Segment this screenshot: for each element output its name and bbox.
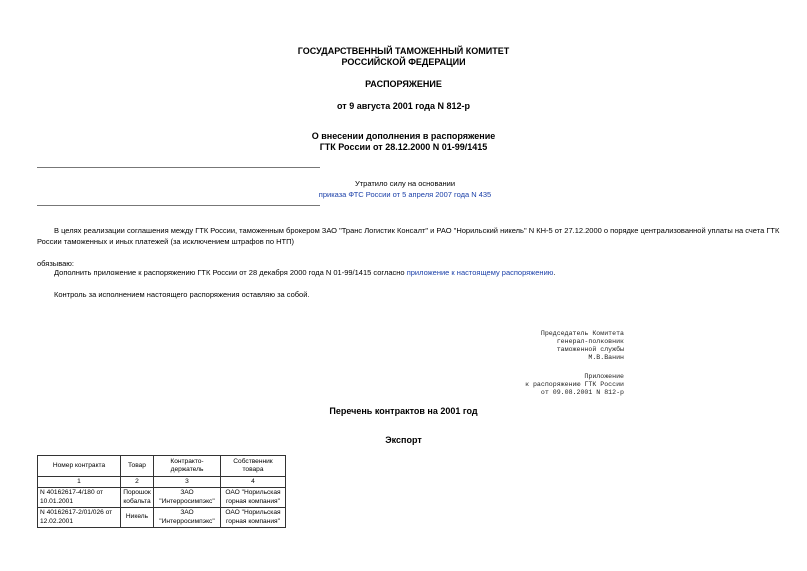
paragraph-1-line2: России таможенных и иных платежей (за исключением штрафов по НТП) [37,237,294,246]
appendix-line2: к распоряжению ГТК России [525,381,624,388]
column-number: 3 [154,477,221,488]
header-contract-number: Номер контракта [38,456,121,477]
paragraph-1-line1: В целях реализации соглашения между ГТК России, таможенным брокером ЗАО "Транс Логистик Консалт" и РАО "Норильский никель" N КН-5 от 27.12.2000 о порядке централизованной уплаты на счета ГТК [54,226,780,235]
table-row [38,488,286,508]
cell-goods: Никель [121,508,154,528]
signature-line3: таможенной службы [556,346,624,353]
paragraph-2 [54,268,556,279]
list-title: Перечень контрактов на 2001 год [329,406,478,416]
obligate-word: обязываю: [37,259,74,268]
paragraph-2-end: . [553,268,556,277]
paragraph-2-text: Дополнить приложение к распоряжению ГТК России от 28 декабря 2000 года N 01-99/1415 согласно [54,268,405,277]
subject-line2: ГТК России от 28.12.2000 N 01-99/1415 [319,142,488,152]
divider-top [37,167,320,168]
cell-goods-owner: ОАО "Норильская горная компания" [221,488,286,508]
status-note-text: Утратило силу на основании [354,179,456,188]
table-row [38,508,286,528]
table-number-row [38,477,286,488]
subject-line1: О внесении дополнения в распоряжение [311,131,496,141]
divider-bottom [37,205,320,206]
cell-goods-owner: ОАО "Норильская горная компания" [221,508,286,528]
cell-contract-number: N 40162617-4/180 от 10.01.2001 [38,488,121,508]
header-goods-owner: Собственник товара [221,456,286,477]
cell-contract-holder: ЗАО "Интерросимпэкс" [154,488,221,508]
header-goods: Товар [121,456,154,477]
contracts-table [37,455,286,528]
paragraph-3: Контроль за исполнением настоящего распоряжения оставляю за собой. [54,290,310,299]
agency-title-line1: ГОСУДАРСТВЕННЫЙ ТАМОЖЕННЫЙ КОМИТЕТ [297,46,510,56]
cell-contract-number: N 40162617-2/01/026 от 12.02.2001 [38,508,121,528]
appendix-link[interactable]: приложение к настоящему распоряжению [406,268,554,277]
agency-title-line2: РОССИЙСКОЙ ФЕДЕРАЦИИ [341,57,466,67]
cell-contract-holder: ЗАО "Интерросимпэкс" [154,508,221,528]
signature-line2: генерал-полковник [556,338,624,345]
document-date-number: от 9 августа 2001 года N 812-р [337,101,470,111]
cell-goods: Порошок кобальта [121,488,154,508]
column-number: 2 [121,477,154,488]
appendix-line3: от 09.08.2001 N 812-р [540,389,624,396]
appendix-line1: Приложение [584,373,624,380]
column-number: 4 [221,477,286,488]
header-contract-holder: Контракто-держатель [154,456,221,477]
section-title: Экспорт [385,435,422,445]
column-number: 1 [38,477,121,488]
document-type: РАСПОРЯЖЕНИЕ [365,79,442,89]
table-header-row [38,456,286,477]
signature-line4: М.В.Ванин [588,354,624,361]
status-note-link[interactable]: приказа ФТС России от 5 апреля 2007 года N 435 [318,190,492,199]
signature-line1: Председатель Комитета [540,330,624,337]
